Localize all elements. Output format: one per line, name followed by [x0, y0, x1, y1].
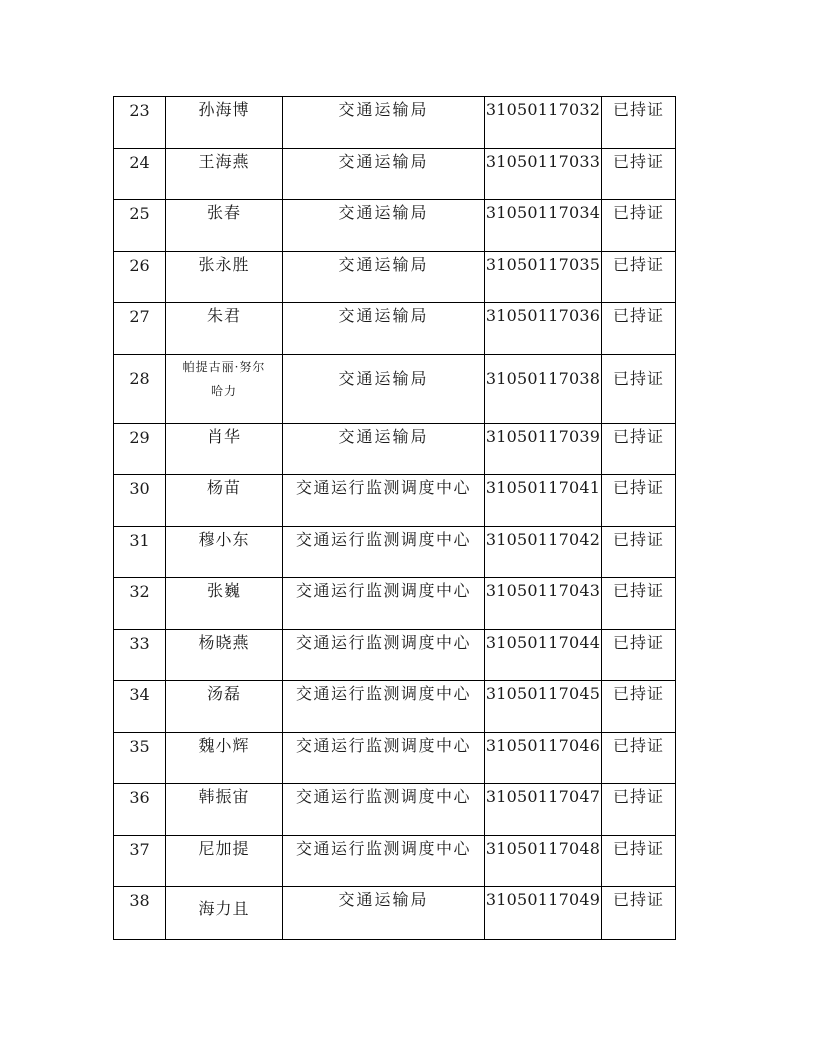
person-name: 杨苗 [206, 478, 241, 497]
name-cell [166, 251, 283, 303]
certificate-status: 已持证 [612, 151, 664, 171]
person-name: 韩振宙 [198, 787, 250, 806]
name-cell [166, 526, 283, 578]
certificate-id-cell [485, 578, 602, 630]
certificate-roster-table [113, 96, 676, 940]
person-name: 海力且 [198, 899, 250, 918]
certificate-id-cell [485, 629, 602, 681]
certificate-id: 31050117047 [485, 787, 601, 806]
person-name: 孙海博 [198, 100, 250, 119]
row-number-cell [114, 578, 166, 630]
person-name: 张春 [206, 203, 241, 222]
row-number: 38 [129, 891, 150, 910]
work-unit: 交通运输局 [338, 306, 429, 325]
certificate-id-cell [485, 681, 602, 733]
row-number: 34 [129, 685, 150, 704]
row-number: 32 [129, 582, 150, 601]
person-name: 肖华 [206, 426, 241, 446]
row-number-cell [114, 784, 166, 836]
certificate-status: 已持证 [612, 890, 664, 909]
certificate-id: 31050117041 [485, 478, 601, 497]
certificate-id: 31050117035 [485, 254, 601, 274]
name-cell [166, 354, 283, 423]
work-unit: 交通运输局 [338, 368, 429, 388]
certificate-id: 31050117048 [485, 838, 601, 858]
table-row [114, 629, 676, 681]
name-cell [166, 148, 283, 200]
person-name: 魏小辉 [198, 735, 250, 755]
certificate-id-cell [485, 475, 602, 527]
name-cell [166, 887, 283, 940]
row-number-cell [114, 423, 166, 475]
status-cell [602, 423, 676, 475]
table-row [114, 423, 676, 475]
row-number: 33 [129, 633, 150, 653]
row-number-cell [114, 200, 166, 252]
person-name: 王海燕 [198, 151, 250, 171]
status-cell [602, 148, 676, 200]
certificate-id: 31050117045 [485, 684, 601, 703]
certificate-status: 已持证 [612, 426, 664, 446]
status-cell [602, 97, 676, 149]
certificate-id: 31050117044 [485, 632, 601, 652]
person-name: 张巍 [206, 581, 241, 600]
certificate-status: 已持证 [612, 254, 664, 274]
table-row [114, 251, 676, 303]
certificate-id: 31050117033 [485, 151, 601, 171]
certificate-status: 已持证 [612, 581, 664, 600]
row-number: 30 [129, 479, 150, 498]
row-number: 36 [129, 788, 150, 807]
work-unit: 交通运输局 [338, 100, 429, 119]
person-name [166, 355, 282, 403]
row-number: 27 [129, 307, 150, 326]
name-cell [166, 97, 283, 149]
unit-cell [283, 251, 485, 303]
name-cell [166, 475, 283, 527]
certificate-id-cell [485, 303, 602, 355]
table-row [114, 148, 676, 200]
work-unit: 交通运行监测调度中心 [295, 581, 471, 600]
table-row [114, 200, 676, 252]
work-unit: 交通运行监测调度中心 [295, 838, 471, 858]
table-row [114, 354, 676, 423]
certificate-id: 31050117039 [485, 426, 601, 446]
certificate-status: 已持证 [612, 735, 664, 755]
table-row [114, 526, 676, 578]
name-cell [166, 423, 283, 475]
unit-cell [283, 148, 485, 200]
certificate-id: 31050117042 [485, 529, 601, 549]
name-cell [166, 629, 283, 681]
table-row [114, 784, 676, 836]
unit-cell [283, 578, 485, 630]
row-number-cell [114, 629, 166, 681]
certificate-status: 已持证 [612, 632, 664, 652]
certificate-status: 已持证 [612, 529, 664, 549]
certificate-status: 已持证 [612, 100, 664, 119]
table-row [114, 681, 676, 733]
row-number: 28 [129, 368, 150, 388]
work-unit: 交通运行监测调度中心 [295, 478, 471, 497]
work-unit: 交通运输局 [338, 203, 429, 222]
name-cell [166, 681, 283, 733]
name-cell [166, 303, 283, 355]
table-row [114, 887, 676, 940]
unit-cell [283, 629, 485, 681]
unit-cell [283, 835, 485, 887]
person-name: 杨晓燕 [198, 632, 250, 652]
unit-cell [283, 526, 485, 578]
status-cell [602, 887, 676, 940]
work-unit: 交通运输局 [338, 151, 429, 171]
row-number-cell [114, 303, 166, 355]
person-name-line-2: 哈力 [210, 383, 237, 398]
work-unit: 交通运行监测调度中心 [295, 632, 471, 652]
row-number-cell [114, 681, 166, 733]
row-number: 23 [129, 101, 150, 120]
certificate-id-cell [485, 526, 602, 578]
status-cell [602, 200, 676, 252]
certificate-id-cell [485, 200, 602, 252]
work-unit: 交通运输局 [338, 426, 429, 446]
status-cell [602, 784, 676, 836]
work-unit: 交通运输局 [338, 254, 429, 274]
row-number: 24 [129, 152, 150, 172]
row-number: 26 [129, 255, 150, 275]
table-row [114, 732, 676, 784]
table-row [114, 835, 676, 887]
certificate-id-cell [485, 732, 602, 784]
row-number-cell [114, 835, 166, 887]
name-cell [166, 578, 283, 630]
name-cell [166, 732, 283, 784]
name-cell [166, 784, 283, 836]
work-unit: 交通运行监测调度中心 [295, 787, 471, 806]
status-cell [602, 629, 676, 681]
person-name: 尼加提 [198, 838, 250, 858]
certificate-status: 已持证 [612, 838, 664, 858]
certificate-id: 31050117034 [485, 203, 601, 222]
status-cell [602, 578, 676, 630]
work-unit: 交通运行监测调度中心 [295, 735, 471, 755]
table-row [114, 578, 676, 630]
status-cell [602, 732, 676, 784]
unit-cell [283, 354, 485, 423]
status-cell [602, 354, 676, 423]
unit-cell [283, 475, 485, 527]
status-cell [602, 835, 676, 887]
row-number: 37 [129, 839, 150, 859]
unit-cell [283, 887, 485, 940]
work-unit: 交通运输局 [338, 890, 429, 909]
certificate-id: 31050117043 [485, 581, 601, 600]
certificate-id: 31050117038 [485, 368, 601, 388]
certificate-status: 已持证 [612, 306, 664, 325]
status-cell [602, 526, 676, 578]
certificate-status: 已持证 [612, 478, 664, 497]
certificate-id: 31050117032 [485, 100, 601, 119]
work-unit: 交通运行监测调度中心 [295, 684, 471, 703]
row-number-cell [114, 148, 166, 200]
person-name: 穆小东 [198, 529, 250, 549]
unit-cell [283, 732, 485, 784]
certificate-id-cell [485, 97, 602, 149]
name-cell [166, 835, 283, 887]
row-number: 35 [129, 736, 150, 756]
person-name-line-1: 帕提古丽·努尔 [182, 359, 266, 374]
row-number-cell [114, 97, 166, 149]
row-number-cell [114, 475, 166, 527]
certificate-id-cell [485, 835, 602, 887]
person-name: 汤磊 [206, 684, 241, 703]
table-row [114, 97, 676, 149]
certificate-status: 已持证 [612, 787, 664, 806]
certificate-id: 31050117049 [485, 890, 601, 909]
row-number-cell [114, 251, 166, 303]
status-cell [602, 303, 676, 355]
row-number-cell [114, 887, 166, 940]
person-name: 朱君 [206, 306, 241, 325]
certificate-id: 31050117036 [485, 306, 601, 325]
status-cell [602, 475, 676, 527]
certificate-id-cell [485, 887, 602, 940]
row-number: 31 [129, 530, 150, 550]
unit-cell [283, 784, 485, 836]
certificate-id: 31050117046 [485, 735, 601, 755]
certificate-status: 已持证 [612, 368, 664, 388]
unit-cell [283, 423, 485, 475]
row-number-cell [114, 732, 166, 784]
row-number-cell [114, 354, 166, 423]
certificate-id-cell [485, 251, 602, 303]
certificate-id-cell [485, 148, 602, 200]
unit-cell [283, 681, 485, 733]
person-name: 张永胜 [198, 254, 250, 274]
status-cell [602, 681, 676, 733]
certificate-id-cell [485, 354, 602, 423]
certificate-status: 已持证 [612, 203, 664, 222]
name-cell [166, 200, 283, 252]
row-number-cell [114, 526, 166, 578]
status-cell [602, 251, 676, 303]
unit-cell [283, 200, 485, 252]
row-number: 25 [129, 204, 150, 223]
work-unit: 交通运行监测调度中心 [295, 529, 471, 549]
row-number: 29 [129, 427, 150, 447]
certificate-status: 已持证 [612, 684, 664, 703]
table-row [114, 303, 676, 355]
unit-cell [283, 97, 485, 149]
certificate-id-cell [485, 423, 602, 475]
table-row [114, 475, 676, 527]
certificate-id-cell [485, 784, 602, 836]
unit-cell [283, 303, 485, 355]
